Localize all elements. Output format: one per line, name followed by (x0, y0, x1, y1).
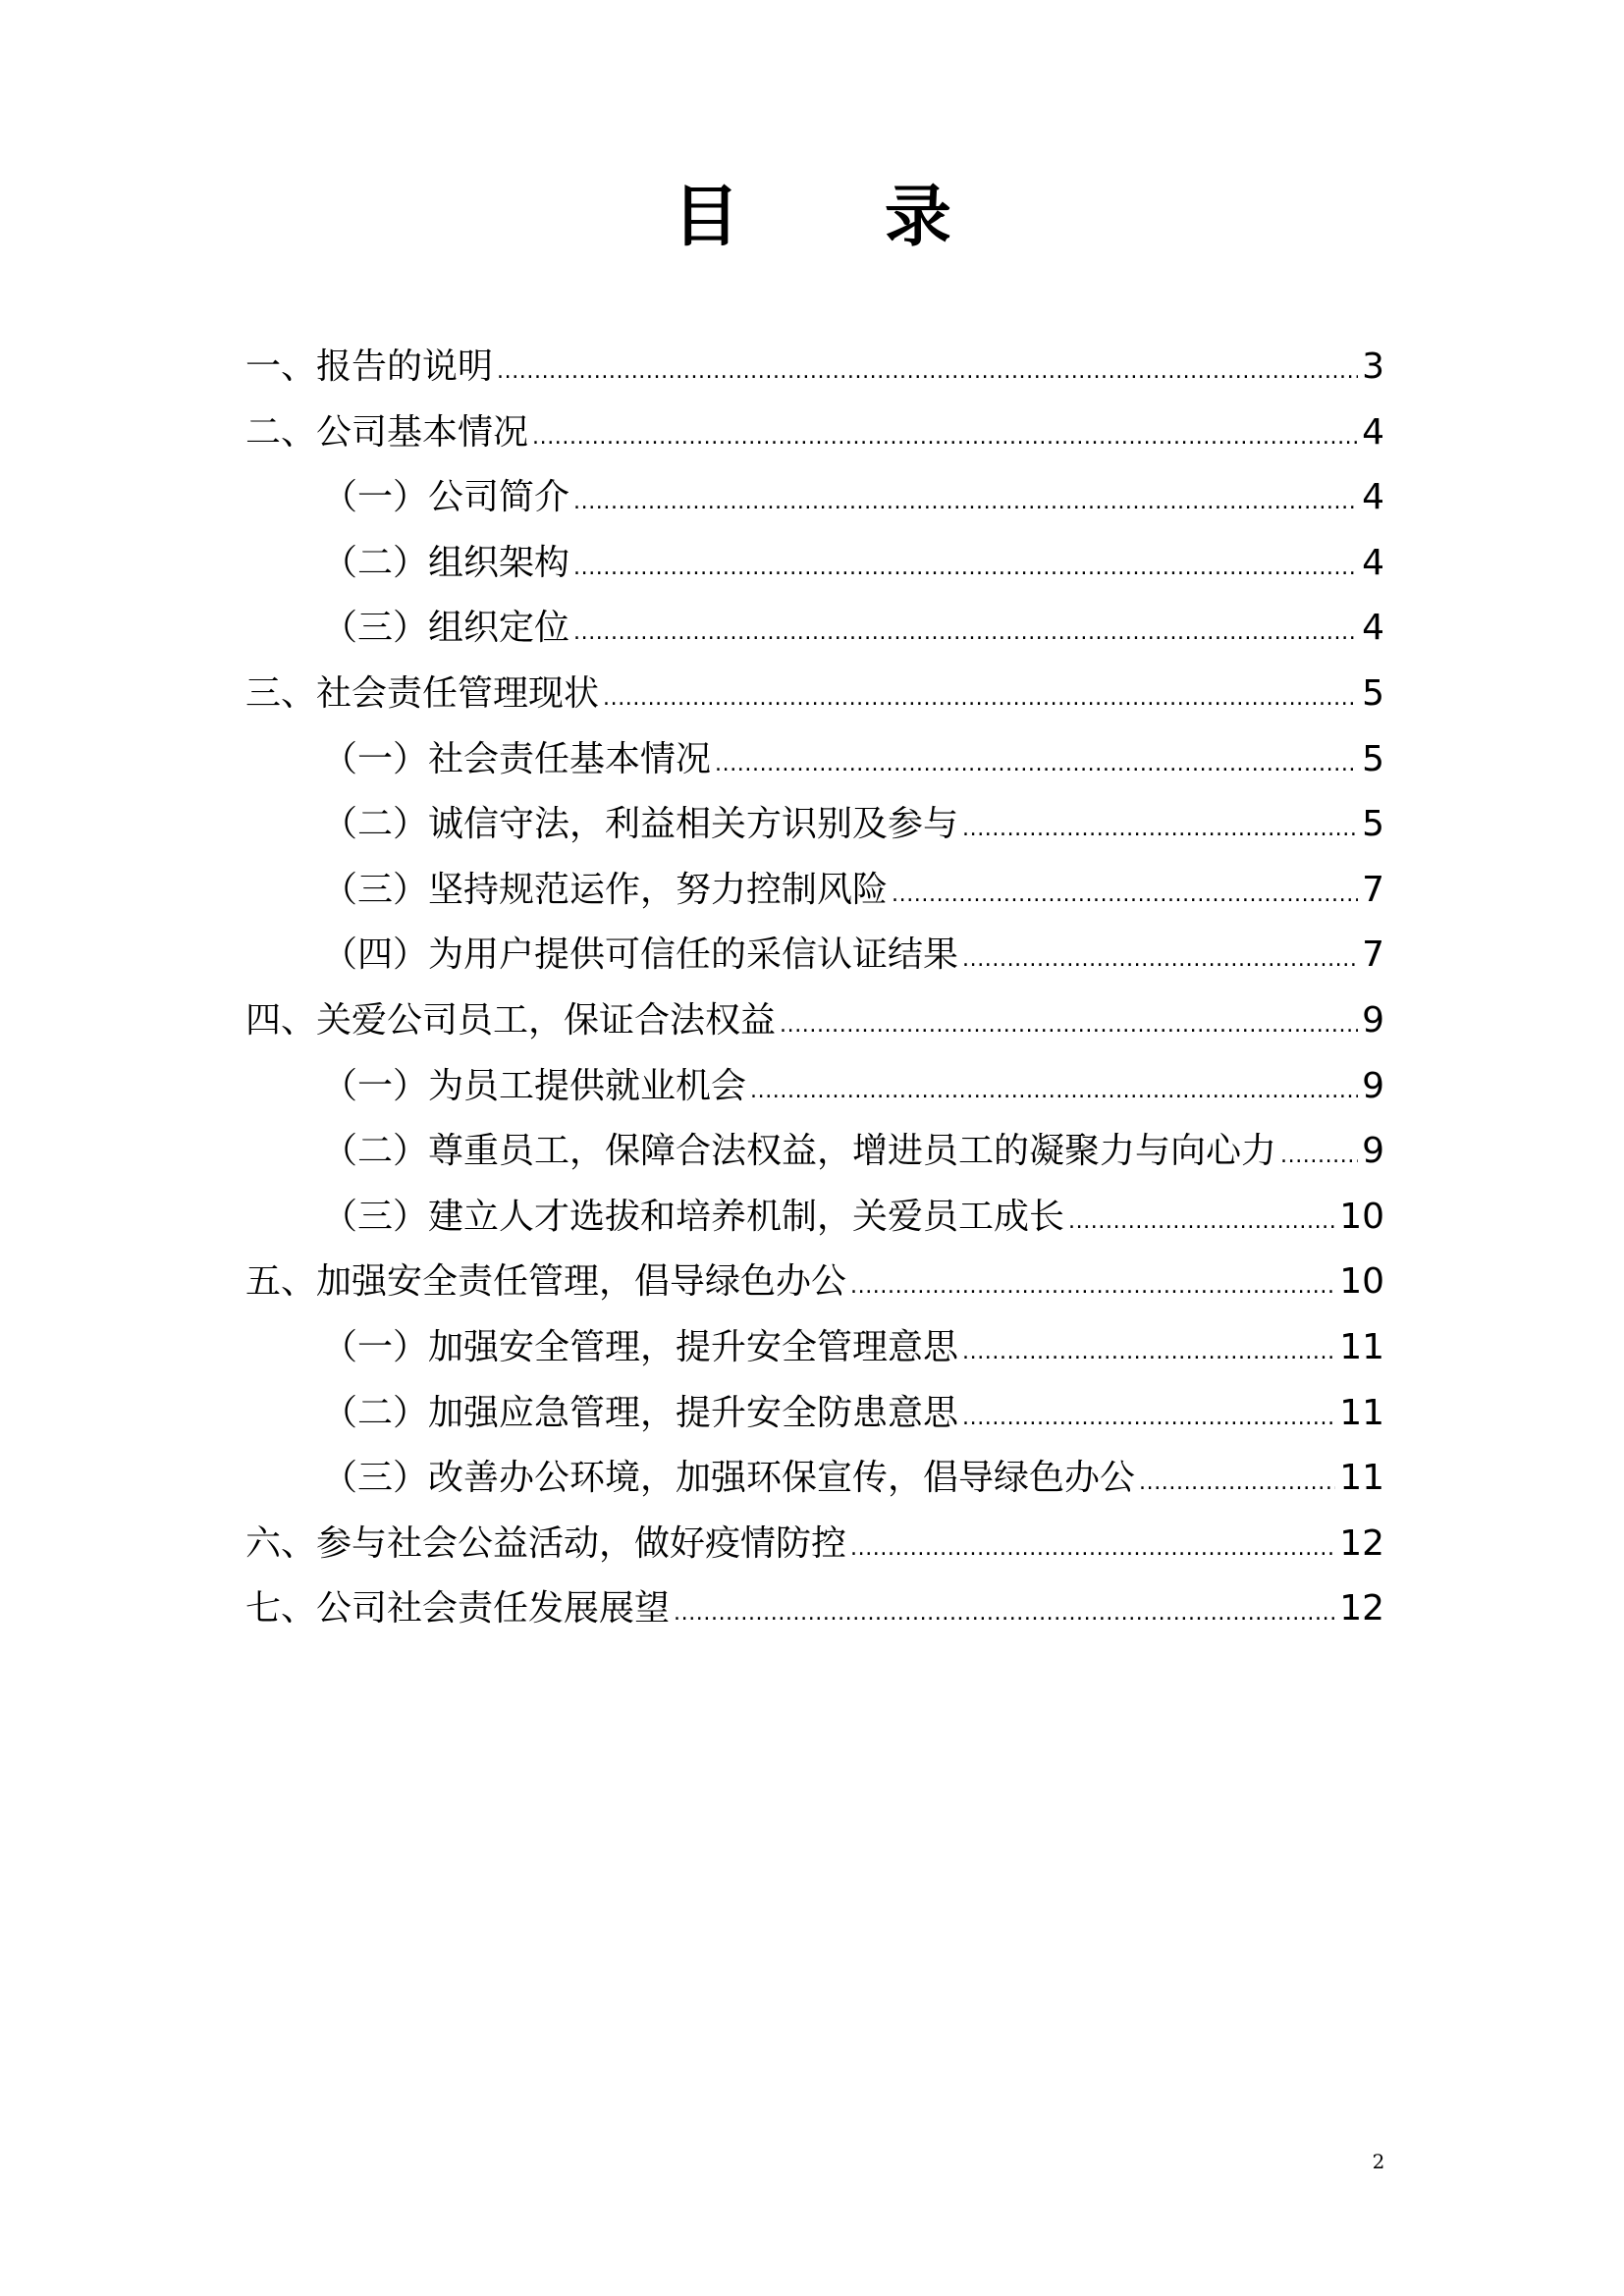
toc-entry[interactable] (245, 477, 1384, 546)
toc-entry[interactable] (245, 542, 1384, 612)
toc-entry-label: 一、报告的说明 (245, 347, 494, 387)
toc-entry[interactable] (245, 1065, 1384, 1135)
toc-entry-label: （二）加强应急管理，提升安全防患意思 (322, 1392, 959, 1433)
toc-entry[interactable] (245, 349, 1384, 415)
toc-dot-leader (780, 1003, 1358, 1039)
toc-entry[interactable] (245, 672, 1384, 742)
toc-entry-label: （二）尊重员工，保障合法权益，增进员工的凝聚力与向心力 (322, 1131, 1277, 1172)
toc-entry-label: （三）建立人才选拔和培养机制，关爱员工成长 (322, 1196, 1065, 1237)
toc-dot-leader (715, 742, 1358, 777)
toc-entry-page: 7 (1362, 869, 1384, 910)
table-of-contents (245, 349, 1384, 1657)
toc-entry-page: 10 (1339, 1196, 1384, 1237)
toc-entry[interactable] (245, 608, 1384, 676)
toc-dot-leader (573, 546, 1358, 581)
toc-entry-page: 4 (1362, 411, 1384, 453)
toc-entry-label: （三）改善办公环境，加强环保宣传，倡导绿色办公 (322, 1458, 1136, 1499)
toc-dot-leader (603, 676, 1358, 712)
toc-entry[interactable] (245, 411, 1384, 481)
toc-entry-label: （四）为用户提供可信任的采信认证结果 (322, 934, 959, 976)
toc-entry-label: 三、社会责任管理现状 (245, 672, 600, 714)
page-number: 2 (1372, 2150, 1385, 2173)
toc-entry-page: 10 (1339, 1261, 1384, 1303)
toc-entry[interactable] (245, 1131, 1384, 1200)
toc-entry-page: 11 (1339, 1392, 1384, 1433)
toc-dot-leader (750, 1069, 1358, 1104)
toc-dot-leader (573, 611, 1358, 646)
toc-dot-leader (962, 1396, 1335, 1431)
toc-dot-leader (962, 1330, 1335, 1365)
toc-dot-leader (497, 349, 1358, 385)
toc-dot-leader (1068, 1200, 1335, 1235)
toc-entry-label: （三）组织定位 (322, 608, 570, 649)
toc-entry[interactable] (245, 1196, 1384, 1265)
toc-entry[interactable] (245, 1522, 1384, 1592)
toc-entry-label: （二）诚信守法，利益相关方识别及参与 (322, 804, 959, 845)
toc-entry[interactable] (245, 1458, 1384, 1526)
toc-entry[interactable] (245, 1392, 1384, 1462)
toc-entry-page: 5 (1362, 738, 1384, 779)
toc-dot-leader (892, 873, 1358, 908)
toc-entry-label: 二、公司基本情况 (245, 411, 529, 453)
toc-entry[interactable] (245, 804, 1384, 873)
toc-entry-page: 9 (1362, 1065, 1384, 1106)
toc-entry[interactable] (245, 999, 1384, 1069)
toc-entry-page: 9 (1362, 999, 1384, 1041)
toc-entry-label: （一）加强安全管理，提升安全管理意思 (322, 1326, 959, 1367)
toc-entry-page: 11 (1339, 1458, 1384, 1499)
toc-entry-page: 11 (1339, 1326, 1384, 1367)
page-title: 目 录 (673, 179, 1012, 256)
toc-entry[interactable] (245, 1588, 1384, 1657)
toc-entry-label: （一）公司简介 (322, 477, 570, 518)
toc-dot-leader (850, 1264, 1335, 1300)
toc-dot-leader (962, 807, 1358, 842)
toc-entry[interactable] (245, 738, 1384, 808)
toc-entry-page: 12 (1339, 1588, 1384, 1629)
toc-entry-page: 5 (1362, 672, 1384, 714)
toc-entry[interactable] (245, 1326, 1384, 1396)
toc-entry-page: 5 (1362, 804, 1384, 845)
toc-dot-leader (850, 1526, 1335, 1562)
toc-entry-page: 12 (1339, 1522, 1384, 1564)
toc-dot-leader (1139, 1461, 1335, 1496)
toc-entry-label: 七、公司社会责任发展展望 (245, 1588, 671, 1629)
toc-entry-label: 四、关爱公司员工，保证合法权益 (245, 999, 777, 1041)
toc-entry-label: （二）组织架构 (322, 542, 570, 583)
toc-dot-leader (573, 480, 1358, 515)
toc-entry-label: 五、加强安全责任管理，倡导绿色办公 (245, 1261, 847, 1303)
toc-entry-page: 4 (1362, 542, 1384, 583)
toc-dot-leader (962, 937, 1358, 973)
toc-dot-leader (532, 415, 1358, 451)
toc-dot-leader (674, 1591, 1335, 1627)
toc-entry[interactable] (245, 869, 1384, 938)
toc-entry-page: 7 (1362, 934, 1384, 976)
toc-entry[interactable] (245, 934, 1384, 1003)
toc-entry-label: 六、参与社会公益活动，做好疫情防控 (245, 1522, 847, 1564)
toc-entry-label: （三）坚持规范运作，努力控制风险 (322, 869, 889, 910)
toc-entry-page: 4 (1362, 477, 1384, 518)
toc-entry-page: 4 (1362, 608, 1384, 649)
toc-entry-label: （一）为员工提供就业机会 (322, 1065, 747, 1106)
toc-entry-label: （一）社会责任基本情况 (322, 738, 712, 779)
toc-dot-leader (1280, 1134, 1358, 1169)
toc-entry-page: 3 (1362, 347, 1384, 387)
toc-entry-page: 9 (1362, 1131, 1384, 1172)
toc-entry[interactable] (245, 1261, 1384, 1330)
